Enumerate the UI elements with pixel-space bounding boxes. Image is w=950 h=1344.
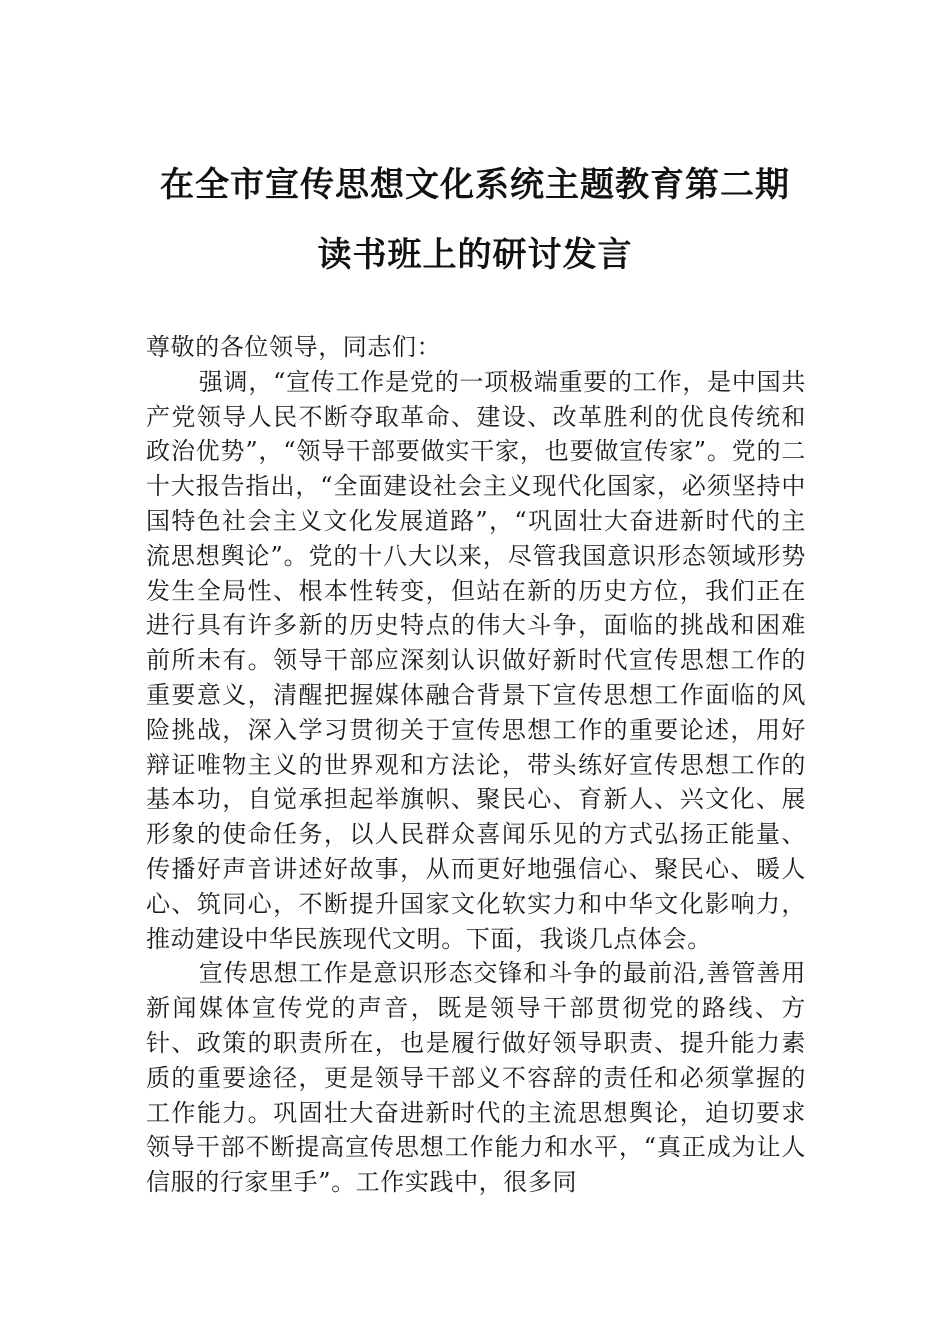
paragraph-2: 宣传思想工作是意识形态交锋和斗争的最前沿,善管善用新闻媒体宣传党的声音，既是领导干部贯彻党的路线、方针、政策的职责所在，也是履行做好领导职责、提升能力素质的重要途径，更是领导干部义不容辞的责任和必须掌握的工作能力。巩固壮大奋进新时代的主流思想舆论，迫切要求领导干部不断提高宣传思想工作能力和水平，“真正成为让人信服的行家里手”。工作实践中，很多同 xyxy=(146,959,806,1197)
document-title-line-1: 在全市宣传思想文化系统主题教育第二期 xyxy=(160,165,790,205)
paragraph-1: 强调，“宣传工作是党的一项极端重要的工作，是中国共产党领导人民不断夺取革命、建设、改革胜利的优良传统和政治优势”，“领导干部要做实干家，也要做宣传家”。党的二十大报告指出，“全面建设社会主义现代化国家，必须坚持中国特色社会主义文化发展道路”，“巩固壮大奋进新时代的主流思想舆论”。党的十八大以来，尽管我国意识形态领域形势发生全局性、根本性转变，但站在新的历史方位，我们正在进行具有许多新的历史特点的伟大斗争，面临的挑战和困难前所未有。领导干部应深刻认识做好新时代宣传思想工作的重要意义，清醒把握媒体融合背景下宣传思想工作面临的风险挑战，深入学习贯彻关于宣传思想工作的重要论述，用好辩证唯物主义的世界观和方法论，带头练好宣传思想工作的基本功，自觉承担起举旗帜、聚民心、育新人、兴文化、展形象的使命任务，以人民群众喜闻乐见的方式弘扬正能量、传播好声音讲述好故事，从而更好地强信心、聚民心、暖人心、筑同心，不断提升国家文化软实力和中华文化影响力，推动建设中华民族现代文明。下面，我谈几点体会。 xyxy=(146,367,806,953)
document-title-line-2: 读书班上的研讨发言 xyxy=(317,235,633,275)
document-body xyxy=(146,330,806,1200)
salutation: 尊敬的各位领导，同志们： xyxy=(146,333,442,361)
